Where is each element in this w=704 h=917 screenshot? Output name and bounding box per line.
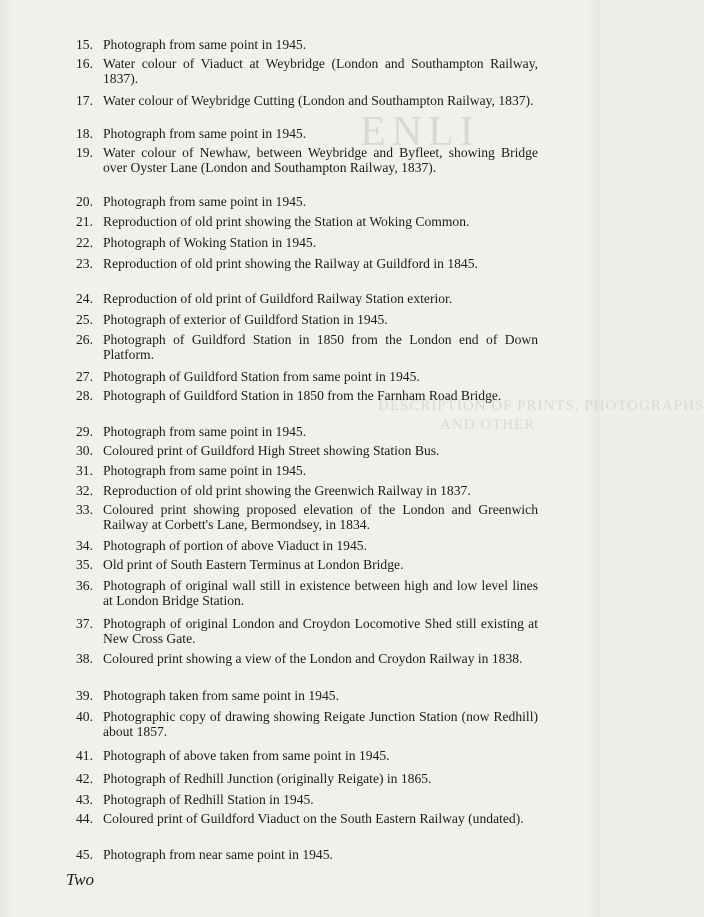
list-item: 42. Photograph of Redhill Junction (originally Reigate) in 1865.	[76, 771, 432, 786]
list-item: 31. Photograph from same point in 1945.	[76, 463, 307, 478]
list-item: 35. Old print of South Eastern Terminus at London Bridge.	[76, 557, 404, 572]
list-item: 21. Reproduction of old print showing the Station at Woking Common.	[76, 214, 470, 229]
list-item: 16. Water colour of Viaduct at Weybridge (London and Southampton Railway, 1837).	[76, 56, 538, 86]
list-item: 33. Coloured print showing proposed elevation of the London and Greenwich Railway at Corbett's Lane, Bermondsey, in 1834.	[76, 502, 538, 532]
list-item: 39. Photograph taken from same point in 1945.	[76, 688, 339, 703]
page-label: Two	[66, 870, 95, 889]
list-item: 43. Photograph of Redhill Station in 1945.	[76, 792, 314, 807]
list-item: 28. Photograph of Guildford Station in 1850 from the Farnham Road Bridge.	[76, 388, 502, 403]
list-item: 20. Photograph from same point in 1945.	[76, 194, 307, 209]
list-item: 37. Photograph of original London and Croydon Locomotive Shed still existing at New Cross Gate.	[76, 616, 538, 646]
show-through-caption: DESCRIPTION OF PRINTS, PHOTOGRAPHS	[378, 398, 704, 414]
list-item: 38. Coloured print showing a view of the London and Croydon Railway in 1838.	[76, 651, 523, 666]
show-through-caption-2: AND OTHER	[440, 417, 536, 433]
list-item: 30. Coloured print of Guildford High Street showing Station Bus.	[76, 443, 440, 458]
list-item: 36. Photograph of original wall still in existence between high and low level lines at London Bridge Station.	[76, 578, 538, 608]
list-item: 17. Water colour of Weybridge Cutting (London and Southampton Railway, 1837).	[76, 93, 534, 108]
list-item: 23. Reproduction of old print showing the Railway at Guildford in 1845.	[76, 256, 478, 271]
list-item: 22. Photograph of Woking Station in 1945.	[76, 235, 317, 250]
list-item: 29. Photograph from same point in 1945.	[76, 424, 307, 439]
list-item: 40. Photographic copy of drawing showing Reigate Junction Station (now Redhill) about 1857.	[76, 709, 538, 739]
list-item: 44. Coloured print of Guildford Viaduct on the South Eastern Railway (undated).	[76, 811, 524, 826]
list-item: 24. Reproduction of old print of Guildford Railway Station exterior.	[76, 291, 453, 306]
list-item: 32. Reproduction of old print showing the Greenwich Railway in 1837.	[76, 483, 471, 498]
list-item: 18. Photograph from same point in 1945.	[76, 126, 307, 141]
list-item: 15. Photograph from same point in 1945.	[76, 37, 307, 52]
list-item: 27. Photograph of Guildford Station from same point in 1945.	[76, 369, 420, 384]
list-item: 41. Photograph of above taken from same point in 1945.	[76, 748, 390, 763]
list-item: 25. Photograph of exterior of Guildford Station in 1945.	[76, 312, 388, 327]
list-item: 34. Photograph of portion of above Viaduct in 1945.	[76, 538, 367, 553]
list-item: 45. Photograph from near same point in 1945.	[76, 847, 333, 862]
show-through-heading: ENLI	[360, 109, 480, 155]
list-item: 26. Photograph of Guildford Station in 1850 from the London end of Down Platform.	[76, 332, 538, 362]
list-item: 19. Water colour of Newhaw, between Weybridge and Byfleet, showing Bridge over Oyster Lane (London and Southampton Railway, 1837).	[76, 145, 538, 175]
